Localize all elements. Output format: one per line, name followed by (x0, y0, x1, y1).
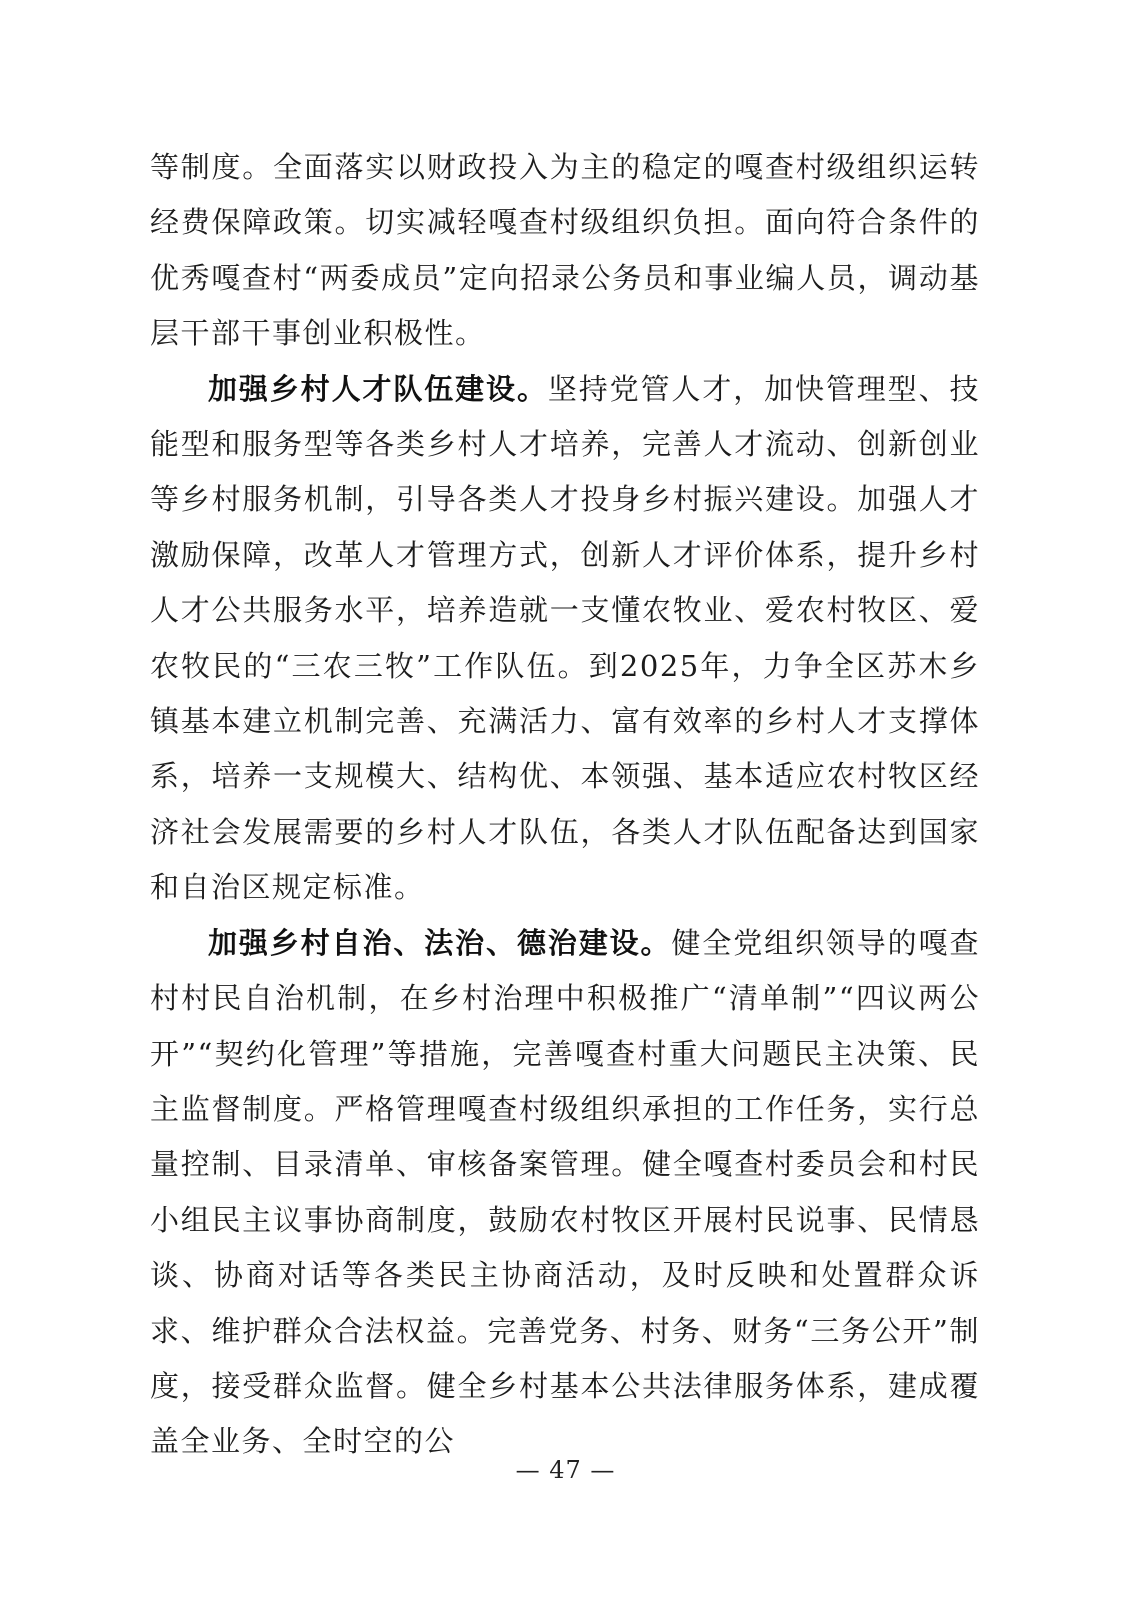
paragraph-text: 坚持党管人才，加快管理型、技能型和服务型等各类乡村人才培养，完善人才流动、创新创业等乡村服务机制，引导各类人才投身乡村振兴建设。加强人才激励保障，改革人才管理方式，创新人才评价体系，提升乡村人才公共服务水平，培养造就一支懂农牧业、爱农村牧区、爱农牧民的“三农三牧”工作队伍。到2025年，力争全区苏木乡镇基本建立机制完善、充满活力、富有效率的乡村人才支撑体系，培养一支规模大、结构优、本领强、基本适应农村牧区经济社会发展需要的乡村人才队伍，各类人才队伍配备达到国家和自治区规定标准。 (150, 371, 980, 905)
page-number: — 47 — (515, 1456, 616, 1484)
paragraph-lead-heading: 加强乡村自治、法治、德治建设。 (208, 925, 672, 960)
paragraph-text: 健全党组织领导的嘎查村村民自治机制，在乡村治理中积极推广“清单制”“四议两公开”“契约化管理”等措施，完善嘎查村重大问题民主决策、民主监督制度。严格管理嘎查村级组织承担的工作任务，实行总量控制、目录清单、审核备案管理。健全嘎查村委员会和村民小组民主议事协商制度，鼓励农村牧区开展村民说事、民情恳谈、协商对话等各类民主协商活动，及时反映和处置群众诉求、维护群众合法权益。完善党务、村务、财务“三务公开”制度，接受群众监督。健全乡村基本公共法律服务体系，建成覆盖全业务、全时空的公 (150, 925, 980, 1459)
paragraph-rural-governance (150, 916, 980, 1470)
paragraph-rural-talent (150, 362, 980, 916)
paragraph-continuation (150, 140, 980, 362)
paragraph-text: 等制度。全面落实以财政投入为主的稳定的嘎查村级组织运转经费保障政策。切实减轻嘎查村级组织负担。面向符合条件的优秀嘎查村“两委成员”定向招录公务员和事业编人员，调动基层干部干事创业积极性。 (150, 150, 980, 351)
paragraph-lead-heading: 加强乡村人才队伍建设。 (208, 371, 548, 406)
document-body (150, 140, 980, 1470)
